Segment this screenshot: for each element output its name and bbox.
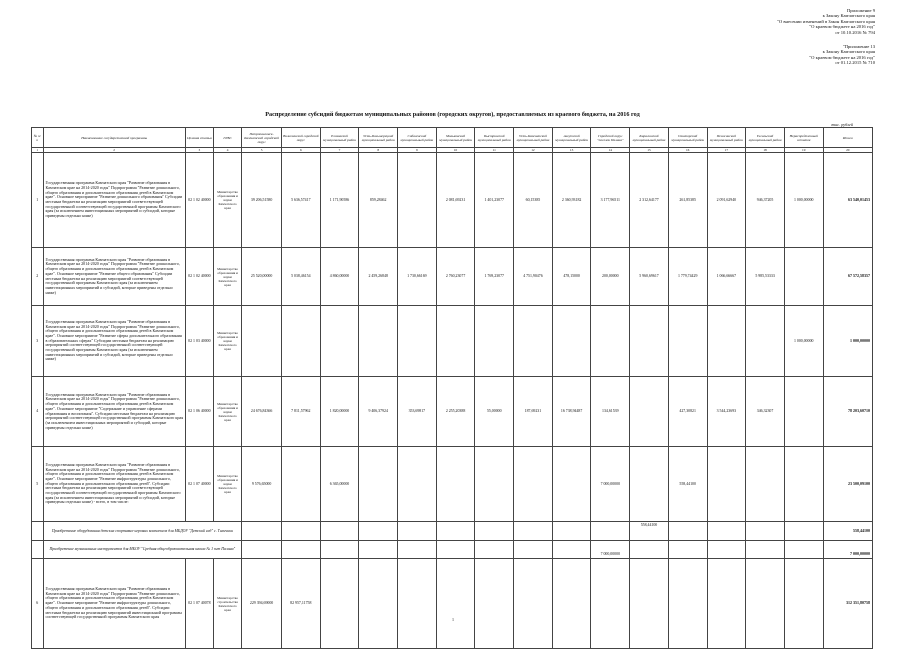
value-cell: 1 820,00000 xyxy=(320,377,359,447)
value-cell: 5 960,69617 xyxy=(630,248,669,306)
value-cell xyxy=(514,559,553,649)
column-header: Карагинский муниципальный район xyxy=(630,128,669,148)
row-number: 6 xyxy=(32,559,44,649)
value-cell: 2 091,62940 xyxy=(707,153,746,248)
value-cell xyxy=(398,541,437,559)
value-cell xyxy=(514,447,553,522)
value-cell xyxy=(630,447,669,522)
value-cell xyxy=(359,522,398,541)
program-description: Государственная программа Камчатского края "Развитие образования в Камчатском крае на 2014-2020 годы" Подпрограмма "Развитие дошкольного, общего образования и дополнительного образования детей в Камчатском крае". Основное мероприятие "Содержание и управление сферами образования и воспитания". Субсидии местным бюджетам на реализацию мероприятий соответствующей государственной программы Камчатского края (за исключением инвестиционных мероприятий и субсидий, которые приведены отдельно ниже) xyxy=(43,377,185,447)
value-cell: 2 760,23077 xyxy=(436,248,475,306)
target-code: 02 1 02 40000 xyxy=(185,248,213,306)
column-header: Петропавловск-Камчатский городской округ xyxy=(242,128,282,148)
value-cell: 1 000,00000 xyxy=(784,153,823,248)
table-row xyxy=(32,559,873,649)
value-cell xyxy=(514,541,553,559)
value-cell xyxy=(436,541,475,559)
value-cell xyxy=(359,306,398,377)
target-code: 02 1 07 40078 xyxy=(185,559,213,649)
value-cell xyxy=(746,559,785,649)
value-cell: 558,44100 xyxy=(668,447,707,522)
column-header: Нераспределенный остаток xyxy=(784,128,823,148)
column-number: 5 xyxy=(242,148,282,153)
value-cell: 261,85385 xyxy=(668,153,707,248)
table-row xyxy=(32,377,873,447)
column-number: 14 xyxy=(591,148,630,153)
value-cell xyxy=(398,306,437,377)
value-cell: 24 676,84366 xyxy=(242,377,282,447)
value-cell: 60,15385 xyxy=(514,153,553,248)
table-row xyxy=(32,153,873,248)
appendix-new-line: "О краевом бюджете на 2016 год" xyxy=(809,24,875,30)
value-cell: 5 636,57417 xyxy=(281,153,320,248)
column-header: Итого xyxy=(823,128,872,148)
row-total: 1 000,00000 xyxy=(823,306,872,377)
value-cell: 1 730,66169 xyxy=(398,248,437,306)
value-cell xyxy=(320,522,359,541)
value-cell xyxy=(746,447,785,522)
value-cell: 187,69231 xyxy=(514,377,553,447)
subitem-description: Приобретение музыкальных инструментов для МБОУ "Средняя общеобразовательная школа № 1 пгт Палана" xyxy=(43,541,242,559)
appendix-old-line: к Закону Камчатского края xyxy=(822,49,875,55)
value-cell: 4 751,90476 xyxy=(514,248,553,306)
value-cell xyxy=(784,248,823,306)
table-subrow xyxy=(32,541,873,559)
page-number: 1 xyxy=(452,617,454,622)
value-cell xyxy=(320,541,359,559)
column-number: 16 xyxy=(668,148,707,153)
value-cell: 200,00000 xyxy=(591,248,630,306)
row-total: 23 500,09100 xyxy=(823,447,872,522)
target-code: 02 1 06 40000 xyxy=(185,377,213,447)
column-header: ГРБС xyxy=(213,128,241,148)
value-cell xyxy=(514,522,553,541)
table-header-row xyxy=(32,128,873,148)
column-header: Мильковский муниципальный район xyxy=(436,128,475,148)
grbs-cell: Министерство образования и науки Камчатского края xyxy=(213,248,241,306)
value-cell xyxy=(668,522,707,541)
subitem-description: Приобретение оборудования детских спортивно-игровых комплексов для МБДОУ "Детский сад" с. Тиличики xyxy=(43,522,242,541)
value-cell: 2 312,64177 xyxy=(630,153,669,248)
value-cell xyxy=(591,306,630,377)
value-cell xyxy=(281,447,320,522)
value-cell xyxy=(514,306,553,377)
column-number: 17 xyxy=(707,148,746,153)
row-number: 4 xyxy=(32,377,44,447)
appendix-new-line: к Закону Камчатского края xyxy=(822,13,875,19)
value-cell: 1 171,90586 xyxy=(320,153,359,248)
value-cell xyxy=(475,541,514,559)
column-number: 6 xyxy=(281,148,320,153)
column-number: 4 xyxy=(213,148,241,153)
appendix-old-line: от 01.12.2015 № 710 xyxy=(835,60,875,66)
value-cell: 1 779,74429 xyxy=(668,248,707,306)
value-cell xyxy=(630,541,669,559)
program-description: Государственная программа Камчатского края "Развитие образования в Камчатском крае на 2014-2020 годы" Подпрограмма "Развитие дошкольного, общего образования и дополнительного образования детей в Камчатском крае". Основное мероприятие "Развитие общего образования" Субсидии местным бюджетам на реализацию мероприятий соответствующей государственной программы Камчатского края (за исключением инвестиционных мероприятий и субсидий, которые приведены отдельно ниже) xyxy=(43,248,185,306)
value-cell xyxy=(242,306,282,377)
units-label: тыс. рублей xyxy=(831,122,853,127)
value-cell: 946,37205 xyxy=(746,153,785,248)
value-cell: 859,28462 xyxy=(359,153,398,248)
value-cell: 7 000,00000 xyxy=(591,447,630,522)
column-header: Вилючинский городской округ xyxy=(281,128,320,148)
value-cell xyxy=(552,559,591,649)
value-cell xyxy=(398,559,437,649)
value-cell xyxy=(746,306,785,377)
column-number: 1 xyxy=(32,148,44,153)
grbs-cell: Министерство образования и науки Камчатского края xyxy=(213,377,241,447)
program-description: Государственная программа Камчатского края "Развитие образования в Камчатском крае на 2014-2020 годы" Подпрограмма "Развитие дошкольного, общего образования и дополнительного образования детей в Камчатском крае". Основное мероприятие "Развитие дошкольного образования" Субсидии местным бюджетам на реализацию мероприятий соответствующей государственной соответствующей государственной программы Камчатского края (за исключением инвестиционных мероприятий и субсидий, которые приведены отдельно ниже) xyxy=(43,153,185,248)
column-number: 15 xyxy=(630,148,669,153)
row-number: 3 xyxy=(32,306,44,377)
column-header: Тигильский муниципальный район xyxy=(746,128,785,148)
row-total: 312 351,80758 xyxy=(823,559,872,649)
value-cell xyxy=(359,559,398,649)
value-cell: 3 544,23693 xyxy=(707,377,746,447)
column-number: 10 xyxy=(436,148,475,153)
row-total: 78 203,60710 xyxy=(823,377,872,447)
column-header: Пенжинский муниципальный район xyxy=(707,128,746,148)
value-cell xyxy=(707,522,746,541)
value-cell xyxy=(552,447,591,522)
appendix-header xyxy=(615,8,875,66)
value-cell xyxy=(475,522,514,541)
value-cell: 16 738,94487 xyxy=(552,377,591,447)
row-number xyxy=(32,541,44,559)
value-cell xyxy=(320,559,359,649)
value-cell xyxy=(281,522,320,541)
row-number: 2 xyxy=(32,248,44,306)
appendix-old-line: "О краевом бюджете на 2016 год" xyxy=(809,54,875,60)
column-header: Соболевский муниципальный район xyxy=(398,128,437,148)
value-cell: 4 860,00000 xyxy=(320,248,359,306)
value-cell xyxy=(784,377,823,447)
value-cell xyxy=(784,541,823,559)
column-header: Елизовский муниципальный район xyxy=(320,128,359,148)
column-number: 18 xyxy=(746,148,785,153)
column-number: 7 xyxy=(320,148,359,153)
value-cell: 1 066,66667 xyxy=(707,248,746,306)
row-total: 7 000,00000 xyxy=(823,541,872,559)
value-cell xyxy=(242,541,282,559)
value-cell xyxy=(746,541,785,559)
column-number: 2 xyxy=(43,148,185,153)
column-header: Усть-Камчатский муниципальный район xyxy=(514,128,553,148)
value-cell xyxy=(707,559,746,649)
column-number: 20 xyxy=(823,148,872,153)
value-cell: 134,61539 xyxy=(591,377,630,447)
value-cell: 5 038,46154 xyxy=(281,248,320,306)
row-total: 558,44100 xyxy=(823,522,872,541)
value-cell xyxy=(591,559,630,649)
appendix-new-line: "О внесении изменений в Закон Камчатского края xyxy=(777,18,875,24)
value-cell xyxy=(784,522,823,541)
value-cell: 6 365,00000 xyxy=(320,447,359,522)
appendix-new-line: Приложение 9 xyxy=(846,8,875,13)
value-cell xyxy=(398,522,437,541)
column-header: Алеутский муниципальный район xyxy=(552,128,591,148)
value-cell xyxy=(242,522,282,541)
value-cell: 1 401,23077 xyxy=(475,153,514,248)
value-cell xyxy=(552,522,591,541)
value-cell xyxy=(398,447,437,522)
value-cell xyxy=(668,541,707,559)
value-cell xyxy=(668,306,707,377)
value-cell: 5 985,53333 xyxy=(746,248,785,306)
value-cell: 2 255,20388 xyxy=(436,377,475,447)
value-cell: 427,30821 xyxy=(668,377,707,447)
value-cell: 39 206,51580 xyxy=(242,153,282,248)
column-header: № п/п xyxy=(32,128,44,148)
value-cell xyxy=(630,377,669,447)
row-number: 5 xyxy=(32,447,44,522)
value-cell xyxy=(281,541,320,559)
value-cell xyxy=(398,153,437,248)
column-number: 19 xyxy=(784,148,823,153)
column-number: 11 xyxy=(475,148,514,153)
column-number: 3 xyxy=(185,148,213,153)
column-number: 9 xyxy=(398,148,437,153)
value-cell xyxy=(281,306,320,377)
grbs-cell: Министерство строительства Камчатского края xyxy=(213,559,241,649)
value-cell xyxy=(707,541,746,559)
column-header: Наименование государственной программы xyxy=(43,128,185,148)
table-row xyxy=(32,447,873,522)
value-cell: 2 459,26848 xyxy=(359,248,398,306)
value-cell xyxy=(475,559,514,649)
column-header: Городской округ "поселок Палана" xyxy=(591,128,630,148)
grbs-cell: Министерство образования и науки Камчатского края xyxy=(213,153,241,248)
column-number: 13 xyxy=(552,148,591,153)
value-cell: 2 360,93182 xyxy=(552,153,591,248)
value-cell: 1 000,00000 xyxy=(784,306,823,377)
value-cell: 346,32307 xyxy=(746,377,785,447)
value-cell xyxy=(359,541,398,559)
row-total: 63 540,01453 xyxy=(823,153,872,248)
target-code: 02 1 03 40000 xyxy=(185,306,213,377)
subsidy-table xyxy=(31,127,873,649)
program-description: Государственная программа Камчатского края "Развитие образования в Камчатском крае на 2014-2020 годы" Подпрограмма "Развитие дошкольного, общего образования и дополнительного образования детей в Камчатском крае". Основное мероприятие "Развитие инфраструктуры дошкольного, общего образования и дополнительного образования детей". Субсидии местным бюджетам на реализацию мероприятий инвестиционной программы соответствующей государственной программы Камчатского края xyxy=(43,559,185,649)
appendix-old-line: "Приложение 13 xyxy=(842,44,875,50)
value-cell xyxy=(552,541,591,559)
value-cell xyxy=(320,306,359,377)
column-header: Целевая статья xyxy=(185,128,213,148)
value-cell: 3 177,96511 xyxy=(591,153,630,248)
value-cell: 2 081,69231 xyxy=(436,153,475,248)
value-cell xyxy=(359,447,398,522)
value-cell xyxy=(668,559,707,649)
value-cell: 25 520,00000 xyxy=(242,248,282,306)
value-cell xyxy=(707,447,746,522)
value-cell xyxy=(436,306,475,377)
value-cell: 9 576,65000 xyxy=(242,447,282,522)
value-cell xyxy=(475,306,514,377)
value-cell: 558,44100 xyxy=(630,522,669,541)
table-row xyxy=(32,306,873,377)
grbs-cell: Министерство образования и науки Камчатского края xyxy=(213,447,241,522)
value-cell xyxy=(630,306,669,377)
value-cell xyxy=(707,306,746,377)
value-cell xyxy=(436,447,475,522)
value-cell: 7 811,57962 xyxy=(281,377,320,447)
value-cell: 229 394,69000 xyxy=(242,559,282,649)
row-number: 1 xyxy=(32,153,44,248)
column-header: Олюторский муниципальный район xyxy=(668,128,707,148)
value-cell xyxy=(784,559,823,649)
value-cell xyxy=(552,306,591,377)
value-cell: 7 000,00000 xyxy=(591,541,630,559)
value-cell xyxy=(784,447,823,522)
table-row xyxy=(32,248,873,306)
value-cell xyxy=(436,559,475,649)
value-cell: 82 957,11758 xyxy=(281,559,320,649)
table-subrow xyxy=(32,522,873,541)
value-cell xyxy=(436,522,475,541)
value-cell xyxy=(746,522,785,541)
column-number: 8 xyxy=(359,148,398,153)
value-cell: 1 769,23077 xyxy=(475,248,514,306)
column-header: Усть-Большерецкий муниципальный район xyxy=(359,128,398,148)
document-title: Распределение субсидий бюджетам муниципальных районов (городских округов), предоставляемых из краевого бюджета, на 2016 год xyxy=(265,111,640,118)
appendix-new-line: от 10.10.2016 № 794 xyxy=(835,29,875,35)
row-number xyxy=(32,522,44,541)
target-code: 02 1 07 40000 xyxy=(185,447,213,522)
target-code: 02 1 02 40000 xyxy=(185,153,213,248)
column-header: Быстринский муниципальный район xyxy=(475,128,514,148)
value-cell: 353,69817 xyxy=(398,377,437,447)
value-cell xyxy=(475,447,514,522)
value-cell: 9 406,37924 xyxy=(359,377,398,447)
value-cell xyxy=(591,522,630,541)
program-description: Государственная программа Камчатского края "Развитие образования в Камчатском крае на 2014-2020 годы" Подпрограмма "Развитие дошкольного, общего образования и дополнительного образования детей в Камчатском крае". Основное мероприятие "Развитие инфраструктуры дошкольного, общего образования и дополнительного образования детей". Субсидии местным бюджетам на реализацию мероприятий соответствующей государственной соответствующей государственной программы Камчатского края (за исключением инвестиционных мероприятий и субсидий, которые приведены отдельно ниже) - всего, в том числе: xyxy=(43,447,185,522)
value-cell xyxy=(630,559,669,649)
value-cell: 55,00000 xyxy=(475,377,514,447)
column-number: 12 xyxy=(514,148,553,153)
grbs-cell: Министерство образования и науки Камчатского края xyxy=(213,306,241,377)
row-total: 67 572,58357 xyxy=(823,248,872,306)
program-description: Государственная программа Камчатского края "Развитие образования в Камчатском крае на 2014-2020 годы" Подпрограмма "Развитие дошкольного, общего образования и дополнительного образования детей в Камчатском крае". Основное мероприятие "Развитие сферы дополнительного образования в образовательных сферах" Субсидии местным бюджетам на реализацию мероприятий соответствующей государственной соответствующей государственной программы Камчатского края (за исключением инвестиционных мероприятий и субсидий, которые приведены отдельно ниже) xyxy=(43,306,185,377)
value-cell: 478,15000 xyxy=(552,248,591,306)
